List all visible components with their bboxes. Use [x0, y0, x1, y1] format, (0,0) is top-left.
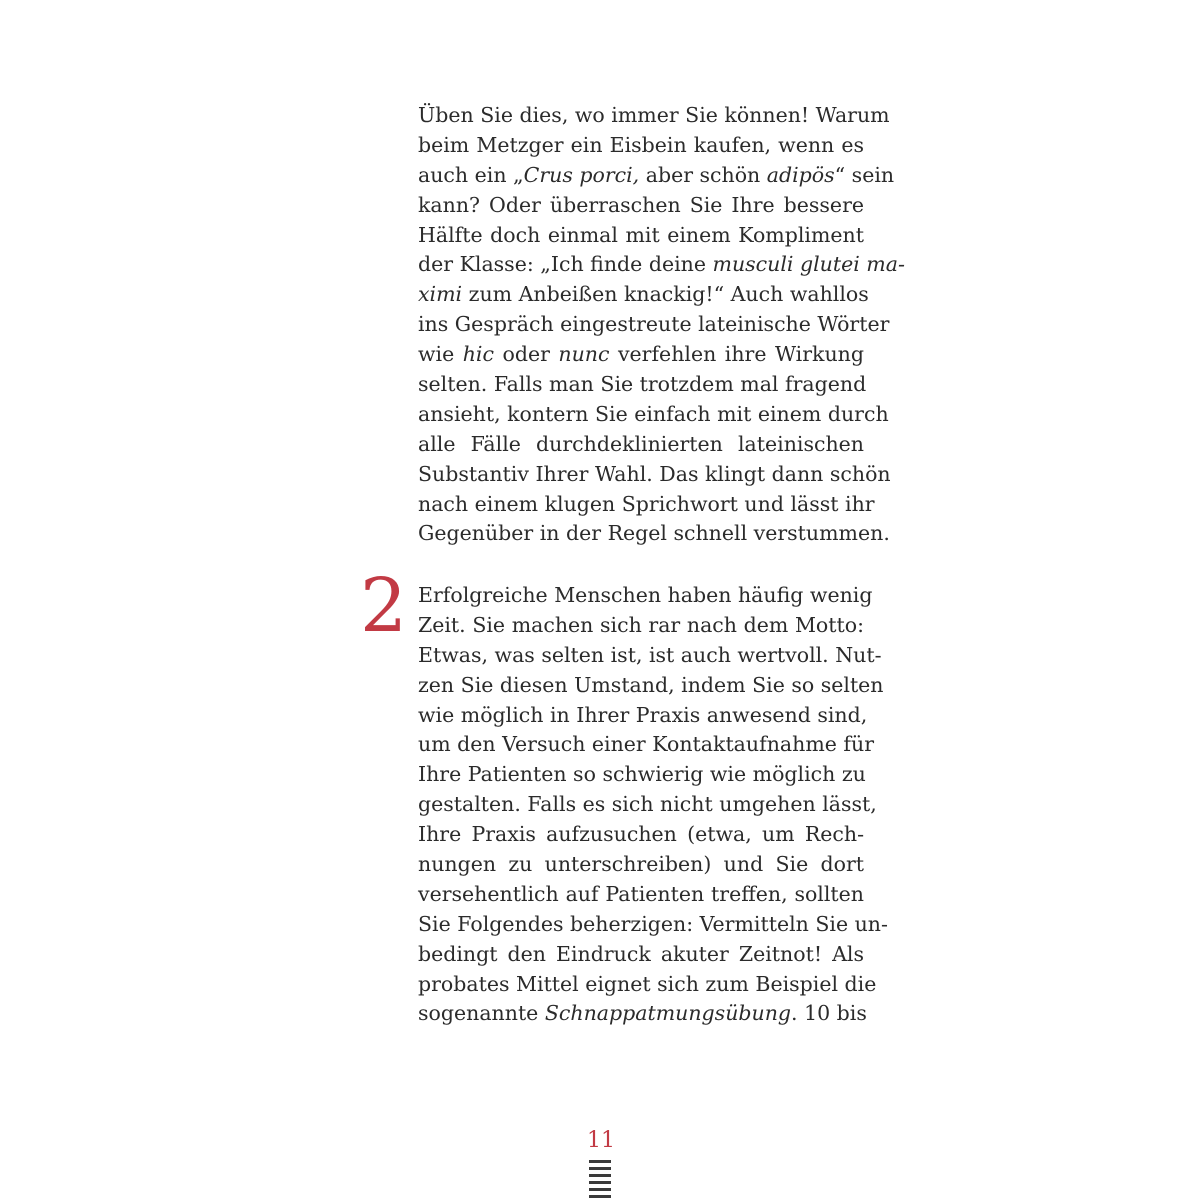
text-run: Ihre Praxis aufzusuchen (etwa, um Rech- [418, 822, 864, 847]
text-line [418, 790, 877, 820]
italic-text: nunc [558, 342, 610, 367]
text-line [418, 970, 877, 1000]
text-run: zen Sie diesen Umstand, indem Sie so selten [418, 672, 884, 697]
text-run: sogenannte [418, 1001, 545, 1026]
text-line [418, 671, 884, 701]
text-run: Ihre Patienten so schwierig wie möglich zu [418, 762, 866, 787]
text-line [418, 880, 864, 910]
text-line [418, 730, 874, 760]
text-run: probates Mittel eignet sich zum Beispiel die [418, 971, 877, 996]
italic-text: ximi [418, 282, 463, 307]
text-line [418, 221, 864, 251]
text-run: auch ein „ [418, 162, 524, 187]
text-line [418, 460, 891, 490]
text-line [418, 310, 890, 340]
text-line [418, 581, 873, 611]
text-run: Substantiv Ihrer Wahl. Das klingt dann schön [418, 461, 891, 486]
text-run: ins Gespräch eingestreute lateinische Wörter [418, 312, 890, 337]
text-line [418, 850, 864, 880]
text-run: Gegenüber in der Regel schnell verstummen. [418, 521, 890, 546]
text-line [418, 400, 889, 430]
text-run: zum Anbeißen knackig!“ Auch wahllos [462, 282, 869, 307]
text-run: aber schön [639, 162, 767, 187]
italic-text: hic [462, 342, 494, 367]
paragraph-2 [418, 581, 888, 1029]
text-run: versehentlich auf Patienten treffen, sollten [418, 881, 864, 906]
text-line [418, 191, 864, 221]
italic-text: musculi glutei ma- [712, 252, 905, 277]
text-run: verfehlen ihre Wirkung [609, 342, 864, 367]
text-run: beim Metzger ein Eisbein kaufen, wenn es [418, 132, 864, 157]
text-line [418, 611, 864, 641]
italic-text: Crus porci, [523, 162, 640, 187]
text-line [418, 910, 888, 940]
page-marker-lines [589, 1160, 611, 1200]
text-line [418, 519, 890, 549]
text-line [418, 370, 867, 400]
text-run: selten. Falls man Sie trotzdem mal fragend [418, 372, 867, 397]
text-line [418, 701, 868, 731]
section-number: 2 [360, 563, 408, 649]
text-line [418, 280, 869, 310]
text-run: bedingt den Eindruck akuter Zeitnot! Als [418, 941, 864, 966]
text-line [418, 131, 864, 161]
text-run: oder [493, 342, 559, 367]
text-run: der Klasse: „Ich finde deine [418, 252, 713, 277]
paragraph-1 [418, 101, 905, 549]
text-run: Zeit. Sie machen sich rar nach dem Motto: [418, 612, 864, 637]
text-line [418, 641, 882, 671]
text-line [418, 490, 875, 520]
text-run: “ sein [834, 162, 895, 187]
text-run: Etwas, was selten ist, ist auch wertvoll. Nut- [418, 642, 882, 667]
text-line [418, 250, 905, 280]
text-run: wie [418, 342, 463, 367]
italic-text: adipös [766, 162, 835, 187]
italic-text: Schnappatmungsübung [544, 1001, 792, 1026]
text-run: alle Fälle durchdeklinierten lateinischen [418, 431, 864, 456]
text-run: nach einem klugen Sprichwort und lässt ihr [418, 491, 875, 516]
text-line [418, 940, 864, 970]
text-run: wie möglich in Ihrer Praxis anwesend sind, [418, 702, 868, 727]
text-run: Erfolgreiche Menschen haben häufig wenig [418, 583, 873, 607]
text-run: kann? Oder überraschen Sie Ihre bessere [418, 192, 864, 217]
text-line [418, 820, 864, 850]
text-run: nungen zu unterschreiben) und Sie dort [418, 852, 864, 877]
text-run: . 10 bis [791, 1001, 867, 1026]
text-run: um den Versuch einer Kontaktaufnahme für [418, 732, 874, 757]
page-number: 11 [587, 1128, 615, 1153]
text-line [418, 430, 864, 460]
text-run: Üben Sie dies, wo immer Sie können! Warum [418, 103, 890, 127]
text-line [418, 760, 864, 790]
text-run: gestalten. Falls es sich nicht umgehen lässt, [418, 792, 877, 817]
text-run: Sie Folgendes beherzigen: Vermitteln Sie un- [418, 911, 888, 936]
text-run: ansieht, kontern Sie einfach mit einem durch [418, 401, 889, 426]
text-line [418, 161, 895, 191]
text-run: Hälfte doch einmal mit einem Kompliment [418, 222, 864, 247]
text-line [418, 101, 890, 131]
text-line [418, 999, 867, 1029]
text-line [418, 340, 864, 370]
